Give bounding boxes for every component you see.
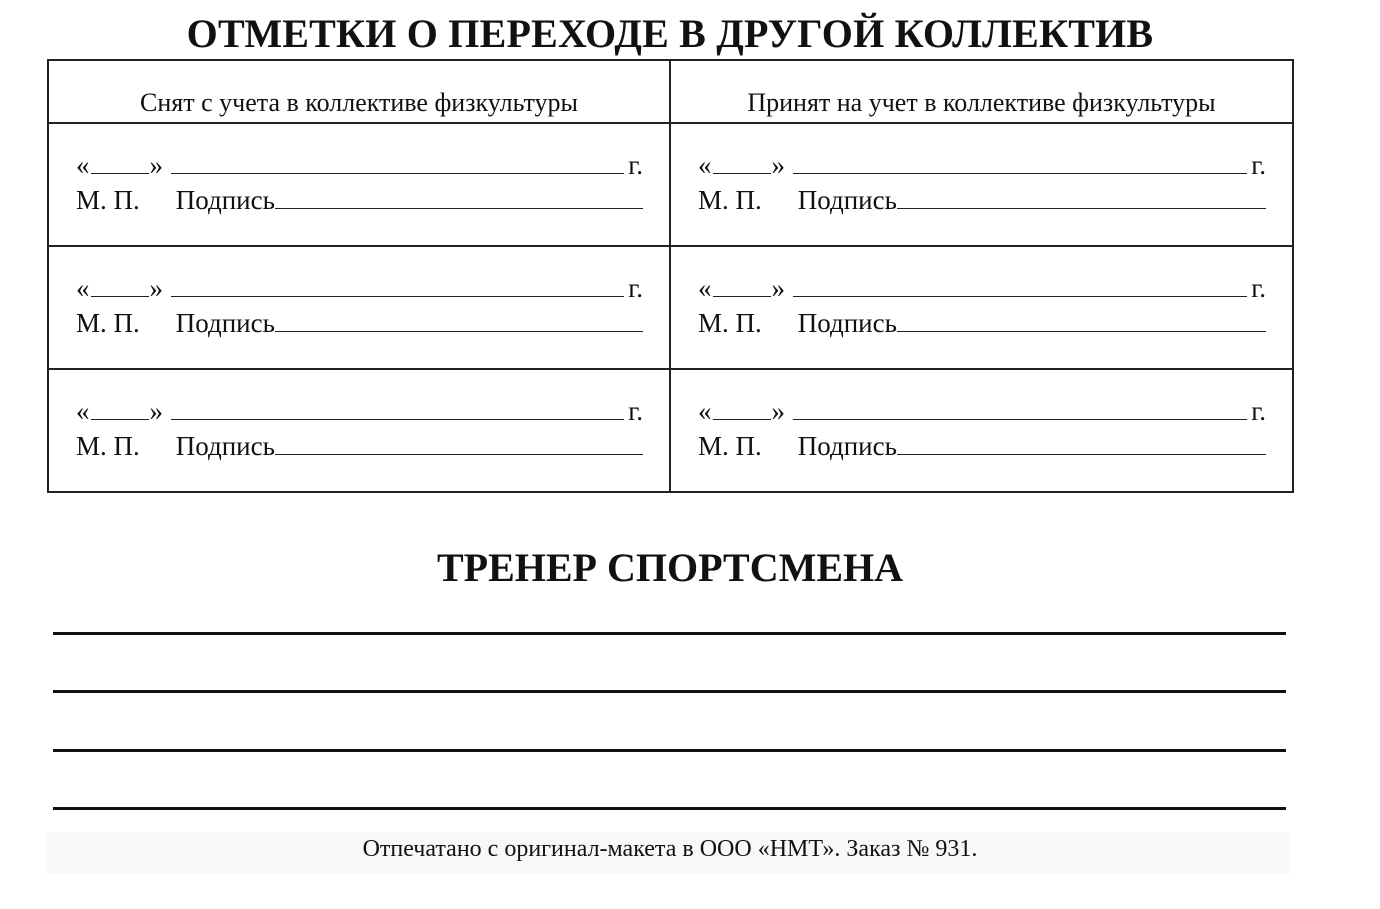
day-blank[interactable] [713, 399, 771, 420]
quote-close: » [771, 150, 785, 180]
stamp-label: М. П. [76, 431, 140, 461]
quote-open: « [698, 273, 712, 303]
date-line [76, 150, 643, 181]
signature-label: Подпись [175, 431, 275, 461]
deregistration-entry-2 [48, 246, 670, 369]
day-blank[interactable] [91, 276, 149, 297]
month-year-blank[interactable] [793, 399, 1247, 420]
coach-name-line-3[interactable] [53, 749, 1286, 752]
quote-open: « [76, 396, 90, 426]
year-suffix: г. [1251, 396, 1266, 426]
month-year-blank[interactable] [793, 153, 1247, 174]
year-suffix: г. [1251, 273, 1266, 303]
quote-open: « [698, 150, 712, 180]
month-year-blank[interactable] [171, 153, 624, 174]
deregistered-column-header: Снят с учета в коллективе физкультуры [48, 60, 670, 123]
page-title: ОТМЕТКИ О ПЕРЕХОДЕ В ДРУГОЙ КОЛЛЕКТИВ [186, 11, 1154, 56]
stamp-label: М. П. [76, 308, 140, 338]
stamp-label: М. П. [76, 185, 140, 215]
stamp-label: М. П. [698, 308, 762, 338]
coach-name-line-1[interactable] [53, 632, 1286, 635]
signature-line [76, 308, 643, 339]
signature-blank[interactable] [897, 311, 1266, 332]
month-year-blank[interactable] [171, 276, 624, 297]
day-blank[interactable] [713, 153, 771, 174]
date-line [698, 150, 1266, 181]
stamp-label: М. П. [698, 431, 762, 461]
table-row [48, 246, 1293, 369]
transfer-marks-table [47, 59, 1294, 493]
signature-label: Подпись [175, 185, 275, 215]
signature-line [698, 185, 1266, 216]
quote-close: » [149, 396, 163, 426]
signature-blank[interactable] [897, 188, 1266, 209]
registered-column-header: Принят на учет в коллективе физкультуры [670, 60, 1293, 123]
day-blank[interactable] [713, 276, 771, 297]
year-suffix: г. [1251, 150, 1266, 180]
quote-open: « [76, 150, 90, 180]
table-row [48, 123, 1293, 246]
registration-entry-1 [670, 123, 1293, 246]
registration-entry-3 [670, 369, 1293, 492]
signature-blank[interactable] [897, 434, 1266, 455]
year-suffix: г. [628, 273, 643, 303]
quote-close: » [149, 273, 163, 303]
signature-label: Подпись [797, 308, 897, 338]
coach-section-title: ТРЕНЕР СПОРТСМЕНА [436, 545, 904, 590]
year-suffix: г. [628, 396, 643, 426]
month-year-blank[interactable] [793, 276, 1247, 297]
date-line [698, 396, 1266, 427]
date-line [76, 396, 643, 427]
signature-line [76, 185, 643, 216]
signature-label: Подпись [797, 431, 897, 461]
stamp-label: М. П. [698, 185, 762, 215]
coach-name-line-2[interactable] [53, 690, 1286, 693]
signature-label: Подпись [175, 308, 275, 338]
table-header-row [48, 60, 1293, 123]
date-line [76, 273, 643, 304]
deregistration-entry-3 [48, 369, 670, 492]
month-year-blank[interactable] [171, 399, 624, 420]
signature-label: Подпись [797, 185, 897, 215]
signature-blank[interactable] [275, 188, 643, 209]
registration-entry-2 [670, 246, 1293, 369]
signature-line [698, 431, 1266, 462]
date-line [698, 273, 1266, 304]
print-imprint: Отпечатано с оригинал-макета в ООО «НМТ». Заказ № 931. [362, 836, 978, 862]
year-suffix: г. [628, 150, 643, 180]
signature-line [698, 308, 1266, 339]
day-blank[interactable] [91, 153, 149, 174]
quote-open: « [76, 273, 90, 303]
quote-close: » [771, 273, 785, 303]
signature-blank[interactable] [275, 311, 643, 332]
quote-open: « [698, 396, 712, 426]
table-row [48, 369, 1293, 492]
coach-name-line-4[interactable] [53, 807, 1286, 810]
quote-close: » [149, 150, 163, 180]
signature-blank[interactable] [275, 434, 643, 455]
signature-line [76, 431, 643, 462]
day-blank[interactable] [91, 399, 149, 420]
deregistration-entry-1 [48, 123, 670, 246]
quote-close: » [771, 396, 785, 426]
